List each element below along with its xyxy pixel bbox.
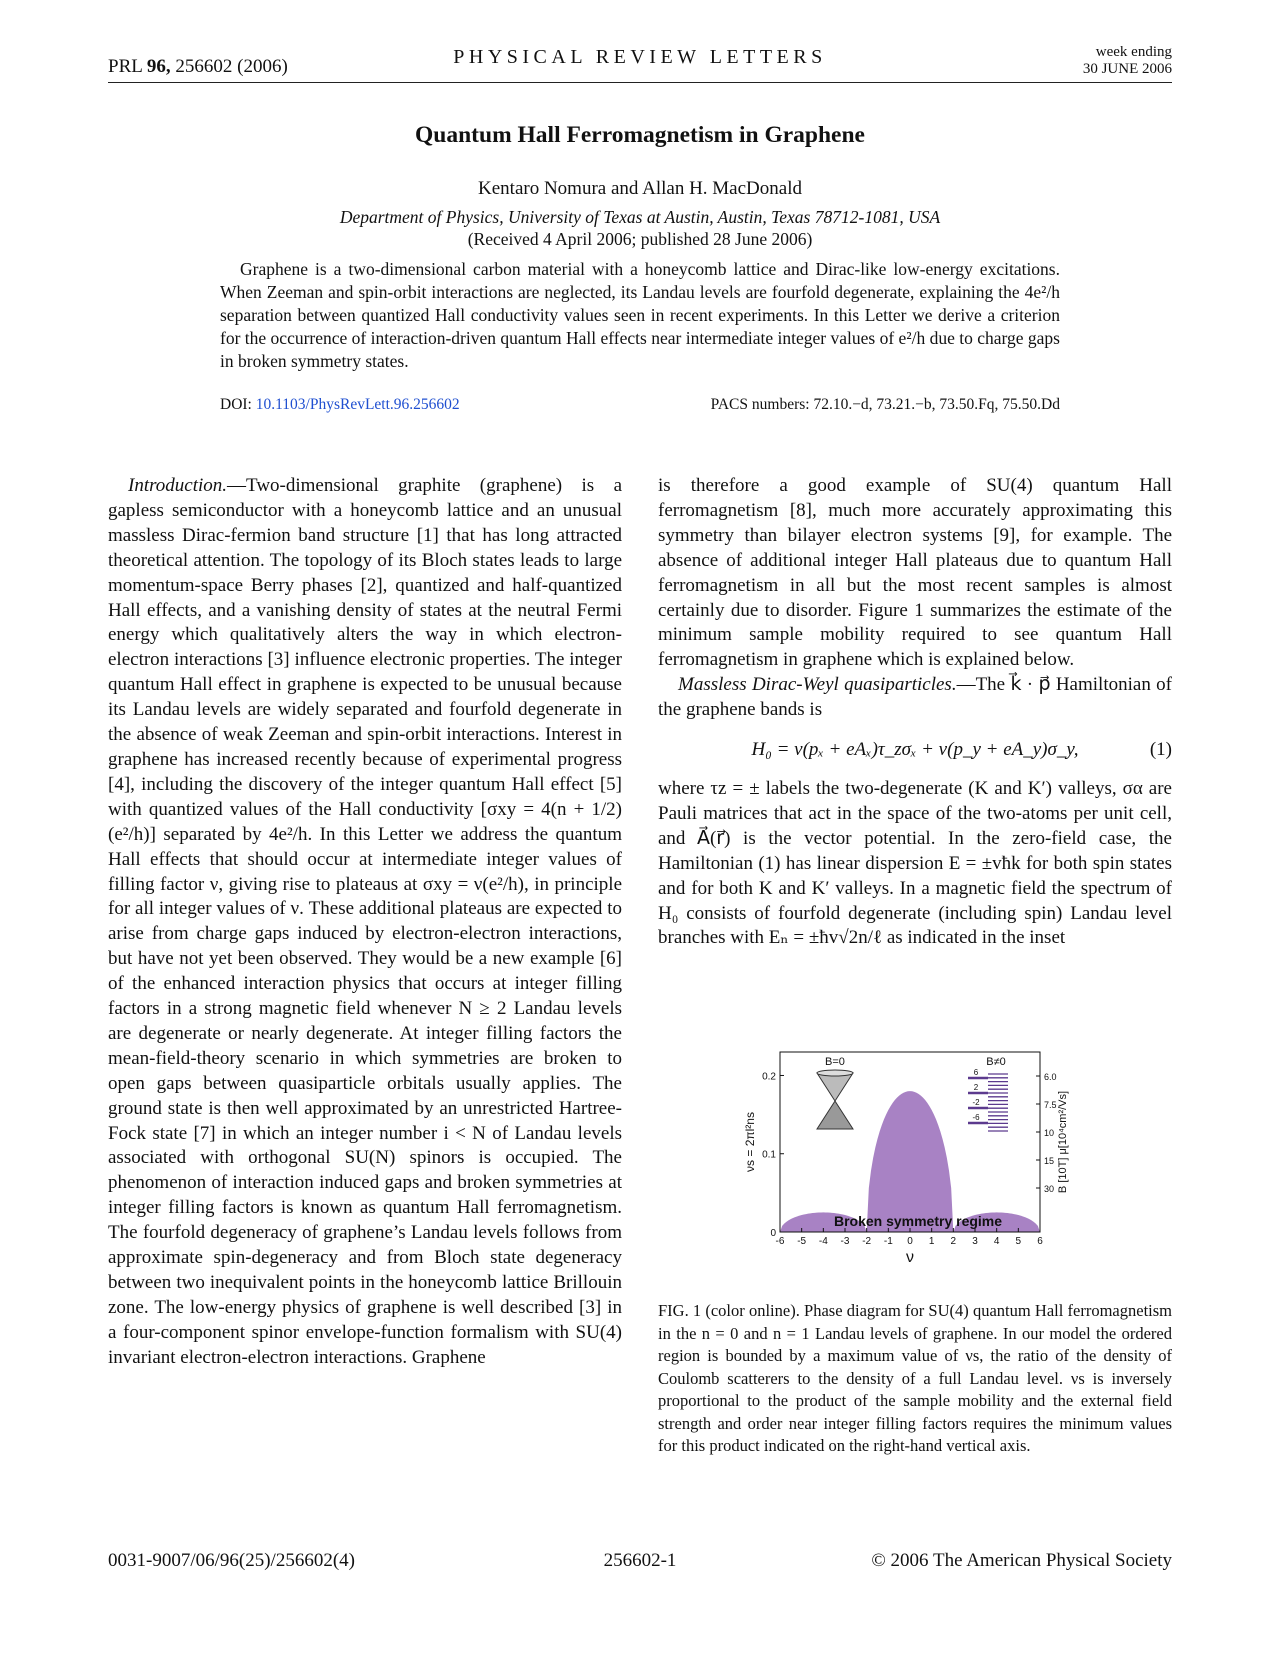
y2-tick-label-2: 10	[1044, 1128, 1055, 1138]
equation-number: (1)	[1149, 739, 1172, 761]
figure-caption: FIG. 1 (color online). Phase diagram for SU(4) quantum Hall ferromagnetism in the n = 0 and n = 1 Landau levels of graphene. In our model the ordered region is bounded by a maximum value of νs, the ratio of the density of Coulomb scatterers to the density of a full Landau level. νs is inversely proportional to the product of the sample mobility and the external field strength and order near integer filling factors requires the minimum values for this product indicated on the right-hand vertical axis.	[658, 1301, 1172, 1455]
right-paragraph-1: is therefore a good example of SU(4) quantum Hall ferromagnetism [8], much more accurately approximating this symmetry than bilayer electron systems [9], for example. The absence of additional integer Hall plateaus due to quantum Hall ferromagnetism in all but the most recent samples is almost certainly due to disorder. Figure 1 summarizes the estimate of the minimum sample mobility required to see quantum Hall ferromagnetism in graphene which is explained below.	[658, 475, 1172, 671]
inset-b0-label: B=0	[825, 1056, 845, 1068]
intro-paragraph	[108, 474, 622, 1371]
intro-text: —Two-dimensional graphite (graphene) is a gapless semiconductor with a honeycomb lattice and an unusual massless Dirac-fermion band structure [1] that has long attracted theoretical attention. The topology of its Bloch states leads to large momentum-space Berry phases [2], quantized and half-quantized Hall effects, and a vanishing density of states at the neutral Fermi energy which qualitatively alters the way in which electron-electron interactions [3] influence electronic properties. The integer quantum Hall effect in graphene is expected to be unusual because its Landau levels are widely separated and fourfold degenerate in the absence of weak Zeeman and spin-orbit interactions. Interest in graphene has increased recently because of experimental progress [4], including the discovery of the integer quantum Hall effect [5] with quantized values of the Hall conductivity [σxy = 4(n + 1/2)(e²/h)] separated by 4e²/h. In this Letter we address the quantum Hall effects that should occur at intermediate integer values of filling factor ν, giving rise to plateaus at σxy = ν(e²/h), in principle for all integer values of ν. These additional plateaus are expected to arise from charge gaps induced by electron-electron interactions, but have not yet been observed. They would be a new example [6] of the enhanced interaction physics that occurs at integer filling factors in a strong magnetic field whenever N ≥ 2 Landau levels are degenerate or nearly degenerate. At integer filling factors the mean-field-theory scenario in which symmetries are broken to open gaps between quasiparticle orbitals usually applies. The ground state is then well approximated by an unrestricted Hartree-Fock state [7] in which an integer number i < N of Landau levels associated with orthogonal SU(N) spinors is occupied. The phenomenon of interaction induced gaps and broken symmetries at integer filling factors is known as quantum Hall ferromagnetism. The fourfold degeneracy of graphene’s Landau levels follows from approximate spin-degeneracy and from Bloch state degeneracy between two inequivalent points in the honeycomb lattice Brillouin zone. The low-energy physics of graphene is well described [3] in a four-component spinor envelope-function formalism with SU(4) invariant electron-electron interactions. Graphene	[108, 475, 622, 1368]
journal-ref-rest: 256602 (2006)	[170, 56, 288, 77]
issn-code: 0031-9007/06/96(25)/256602(4)	[108, 1550, 355, 1571]
x-tick-label--4: -4	[818, 1236, 828, 1247]
dirac-cone-top-ellipse	[817, 1070, 853, 1076]
landau-level-label-0: 6	[973, 1068, 979, 1077]
phase-dome-1	[867, 1091, 954, 1232]
x-tick-label-5: 5	[1015, 1236, 1022, 1247]
y2-tick-label-3: 15	[1044, 1156, 1055, 1166]
y-tick-label-0.1: 0.1	[762, 1149, 776, 1161]
dirac-cone-upper	[817, 1073, 853, 1101]
x-tick-label-1: 1	[928, 1236, 935, 1247]
phase-diagram-chart	[730, 1044, 1070, 1274]
region-label: Broken symmetry regime	[833, 1213, 1003, 1229]
abstract: Graphene is a two-dimensional carbon material with a honeycomb lattice and Dirac-like low-energy excitations. When Zeeman and spin-orbit interactions are neglected, its Landau levels are fourfold degenerate, explaining the 4e²/h separation between quantized Hall conductivity values seen in recent experiments. In this Letter we derive a criterion for the occurrence of interaction-driven quantum Hall effects near intermediate integer values of e²/h due to charge gaps in broken symmetry states.	[220, 259, 1060, 371]
journal-ref-prefix: PRL	[108, 56, 147, 77]
equation-body: H₀ = v(pₓ + eAₓ)τ_zσₓ + v(p_y + eA_y)σ_y,	[751, 739, 1079, 761]
journal-volume: 96,	[146, 56, 171, 77]
x-tick-label-6: 6	[1037, 1236, 1043, 1247]
received-dates: (Received 4 April 2006; published 28 June 2006)	[467, 229, 813, 249]
inset-bfield-label: B≠0	[986, 1056, 1006, 1068]
issue-date	[1083, 44, 1172, 78]
right-paragraph-2: where τz = ± labels the two-degenerate (K and K′) valleys, σα are Pauli matrices that act in the space of the two-atoms per unit cell, and A⃗(r⃗) is the vector potential. In the zero-field case, the Hamiltonian (1) has linear dispersion E = ±vħk for both spin states and for both K and K′ valleys. In a magnetic field the spectrum of H₀ consists of fourfold degenerate (including spin) Landau level branches with Eₙ = ±ħv√2n/ℓ as indicated in the inset	[658, 777, 1172, 949]
dirac-cone-lower	[817, 1101, 853, 1129]
journal-name: PHYSICAL REVIEW LETTERS	[453, 46, 827, 68]
x-tick-label--1: -1	[883, 1236, 893, 1247]
header-rule	[108, 82, 1172, 83]
x-tick-label-2: 2	[950, 1236, 957, 1247]
right-column	[658, 474, 1172, 951]
x-tick-label-0: 0	[907, 1236, 913, 1247]
page-number: 256602-1	[603, 1550, 677, 1571]
doi-link[interactable]: 10.1103/PhysRevLett.96.256602	[255, 396, 460, 413]
week-ending-label: week ending	[1095, 44, 1172, 60]
x-tick-label-3: 3	[972, 1236, 978, 1247]
y-tick-label-0.2: 0.2	[762, 1071, 776, 1083]
x-tick-label-4: 4	[993, 1236, 1000, 1247]
figure-1	[730, 1044, 1070, 1274]
x-tick-label--5: -5	[797, 1236, 807, 1247]
massless-heading: Massless Dirac-Weyl quasiparticles.	[678, 674, 957, 696]
y2-axis-label: B [10T] μ[10⁴cm²/Vs]	[1057, 1090, 1069, 1194]
article-title: Quantum Hall Ferromagnetism in Graphene	[415, 122, 865, 148]
y2-tick-label-4: 30	[1044, 1184, 1055, 1194]
landau-level-label-2: -2	[972, 1098, 980, 1107]
doi-label: DOI:	[220, 396, 256, 413]
massless-text: —The k⃗ · p⃗ Hamiltonian of the graphene bands is	[658, 674, 1172, 721]
copyright: © 2006 The American Physical Society	[871, 1550, 1172, 1571]
intro-heading: Introduction.	[128, 475, 228, 496]
landau-level-label-3: -6	[972, 1113, 980, 1122]
authors: Kentaro Nomura and Allan H. MacDonald	[478, 178, 802, 199]
pacs-numbers: PACS numbers: 72.10.−d, 73.21.−b, 73.50.Fq, 75.50.Dd	[710, 396, 1060, 413]
equation-1	[658, 738, 1172, 763]
y2-tick-label-0: 6.0	[1044, 1072, 1057, 1082]
x-tick-label--3: -3	[840, 1236, 850, 1247]
y-axis-label: νs = 2πl²ns	[743, 1112, 757, 1172]
x-tick-label--6: -6	[775, 1236, 785, 1247]
x-axis-label: ν	[906, 1249, 914, 1266]
doi-line	[220, 396, 460, 414]
x-tick-label--2: -2	[862, 1236, 872, 1247]
landau-level-label-1: 2	[973, 1083, 979, 1092]
left-column	[108, 474, 622, 1371]
affiliation: Department of Physics, University of Texas at Austin, Austin, Texas 78712-1081, USA	[339, 207, 941, 227]
week-ending-date: 30 JUNE 2006	[1082, 61, 1172, 77]
y2-tick-label-1: 7.5	[1044, 1100, 1057, 1110]
massless-paragraph	[658, 673, 1172, 723]
y-tick-label-0: 0	[770, 1228, 776, 1239]
